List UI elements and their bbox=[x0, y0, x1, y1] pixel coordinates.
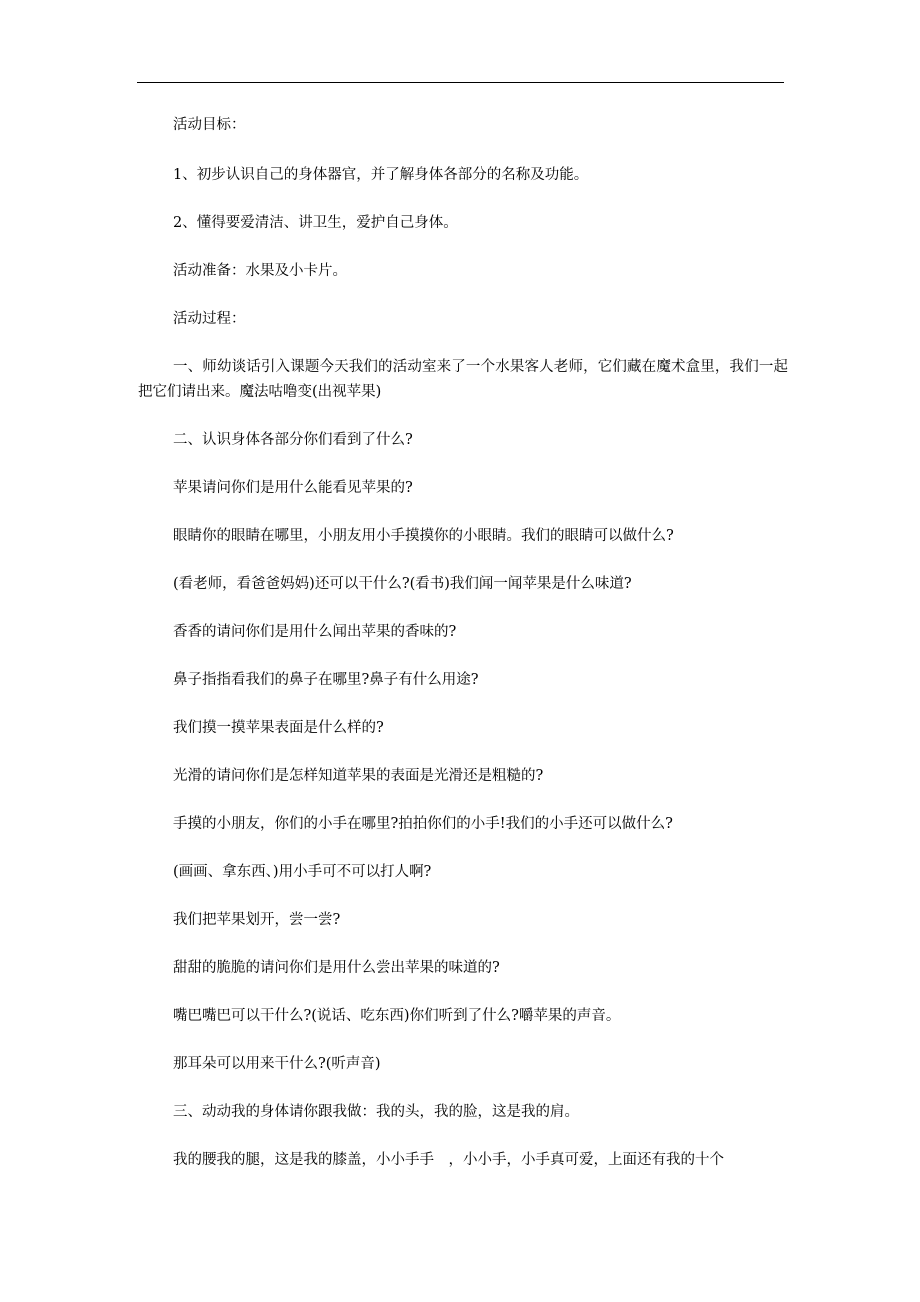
paragraph-body-song: 我的腰我的腿，这是我的膝盖，小小手手 ，小小手，小手真可爱，上面还有我的十个 bbox=[173, 1152, 724, 1168]
header-rule bbox=[137, 82, 784, 83]
paragraph-touch-surface: 我们摸一摸苹果表面是什么样的? bbox=[173, 720, 384, 736]
paragraph-fragrance: 香香的请问你们是用什么闻出苹果的香味的? bbox=[173, 624, 457, 640]
paragraph-goal-2: 2、懂得要爱清洁、讲卫生，爱护自己身体。 bbox=[173, 215, 458, 231]
paragraph-activity-process-heading: 活动过程： bbox=[173, 311, 246, 327]
paragraph-activity-goals-heading: 活动目标： bbox=[173, 117, 246, 133]
paragraph-step-1: 一、师幼谈话引入课题今天我们的活动室来了一个水果客人老师，它们藏在魔术盒里，我们一起把它们请出来。魔法咕噜变(出视苹果) bbox=[138, 359, 788, 400]
paragraph-apple-question: 苹果请问你们是用什么能看见苹果的? bbox=[173, 480, 413, 496]
paragraph-drawing: (画画、拿东西、)用小手可不可以打人啊? bbox=[173, 864, 432, 880]
paragraph-look-smell: (看老师，看爸爸妈妈)还可以干什么?(看书)我们闻一闻苹果是什么味道? bbox=[173, 576, 632, 592]
paragraph-activity-preparation: 活动准备：水果及小卡片。 bbox=[173, 263, 347, 279]
paragraph-smooth: 光滑的请问你们是怎样知道苹果的表面是光滑还是粗糙的? bbox=[173, 768, 544, 784]
paragraph-goal-1: 1、初步认识自己的身体器官，并了解身体各部分的名称及功能。 bbox=[173, 167, 589, 183]
paragraph-cut-apple: 我们把苹果划开，尝一尝? bbox=[173, 912, 341, 928]
paragraph-step-2: 二、认识身体各部分你们看到了什么? bbox=[173, 432, 413, 448]
paragraph-mouth: 嘴巴嘴巴可以干什么?(说话、吃东西)你们听到了什么?嚼苹果的声音。 bbox=[173, 1008, 621, 1024]
paragraph-step-3: 三、动动我的身体请你跟我做：我的头，我的脸，这是我的肩。 bbox=[173, 1104, 579, 1120]
paragraph-taste: 甜甜的脆脆的请问你们是用什么尝出苹果的味道的? bbox=[173, 960, 500, 976]
paragraph-hands: 手摸的小朋友，你们的小手在哪里?拍拍你们的小手!我们的小手还可以做什么? bbox=[173, 816, 673, 832]
paragraph-eyes: 眼睛你的眼睛在哪里，小朋友用小手摸摸你的小眼睛。我们的眼睛可以做什么? bbox=[173, 528, 674, 544]
paragraph-nose: 鼻子指指看我们的鼻子在哪里?鼻子有什么用途? bbox=[173, 672, 479, 688]
paragraph-ears: 那耳朵可以用来干什么?(听声音) bbox=[173, 1056, 381, 1072]
